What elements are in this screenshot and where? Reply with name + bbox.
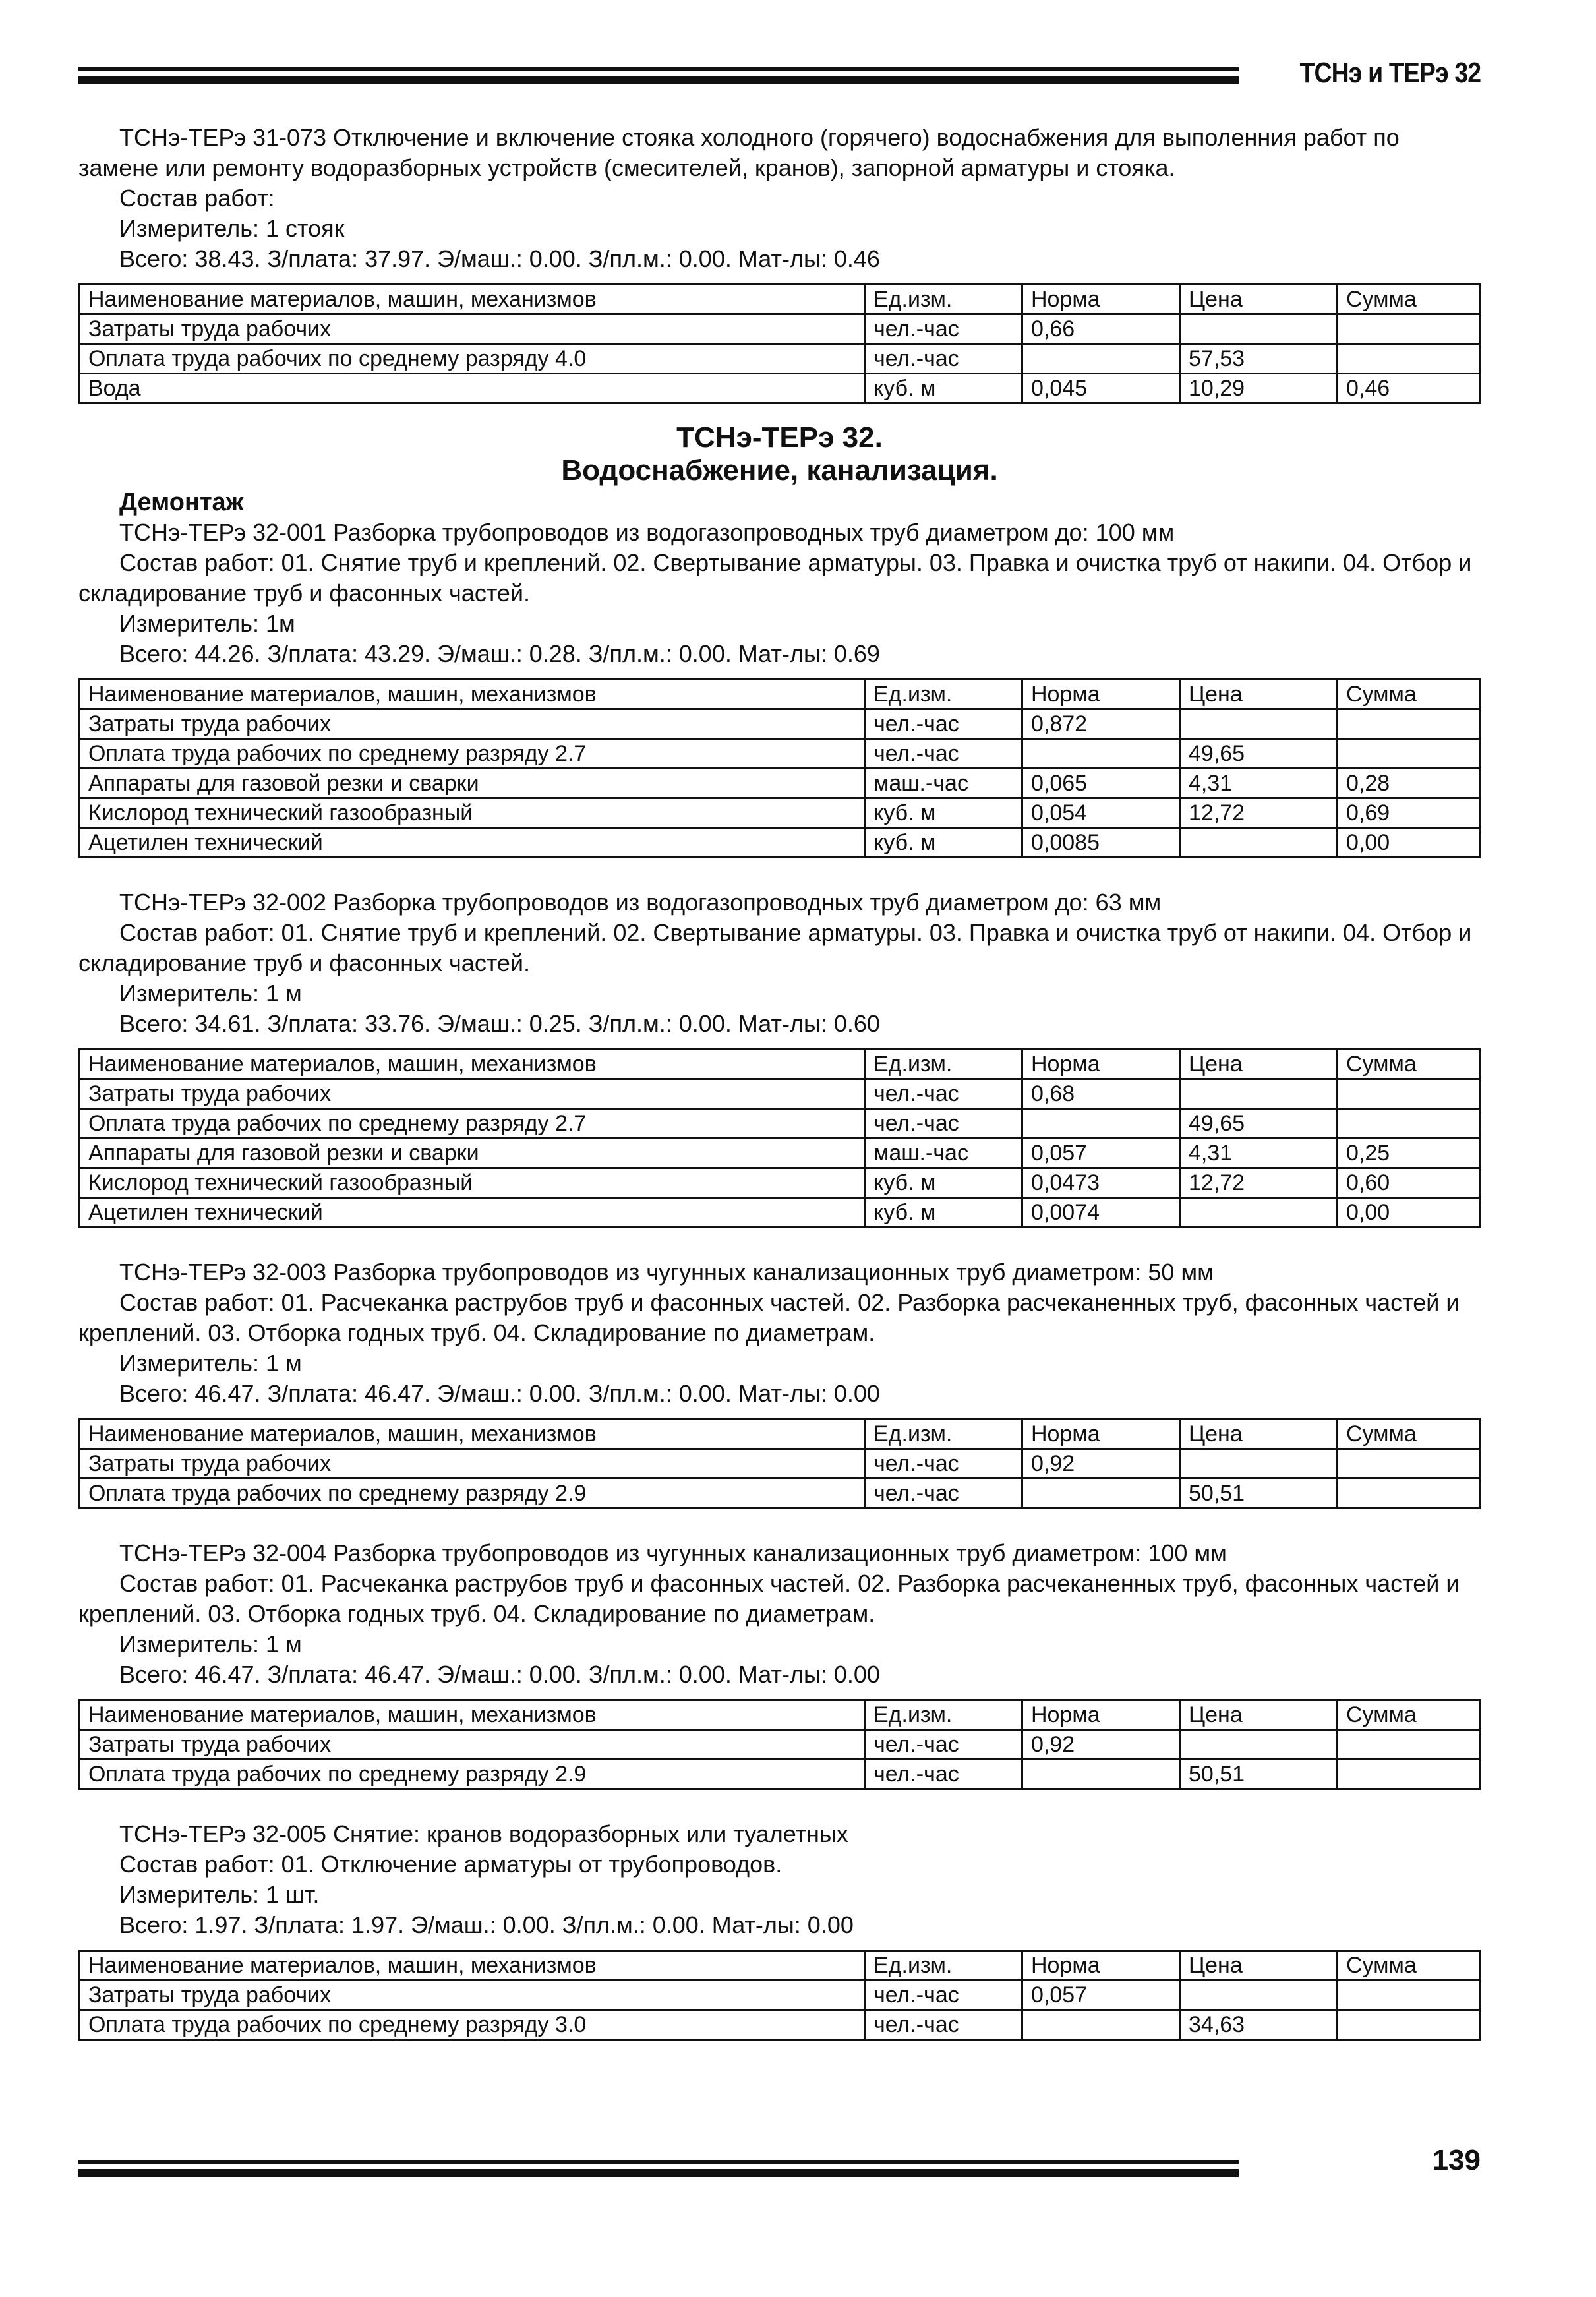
table-cell: 0,68 [1022, 1079, 1180, 1109]
column-header: Ед.изм. [865, 1700, 1022, 1730]
column-header: Ед.изм. [865, 285, 1022, 314]
table-cell: 0,46 [1338, 374, 1480, 403]
table-cell [1180, 709, 1338, 739]
entry-composition: Состав работ: 01. Расчеканка раструбов труб и фасонных частей. 02. Разборка расчеканенных труб, фасонных частей и креплений. 03. Отборка годных труб. 04. Складирование по диаметрам. [78, 1570, 1460, 1627]
column-header: Норма [1022, 1700, 1180, 1730]
table-cell: 0,92 [1022, 1449, 1180, 1479]
entry-meter: Измеритель: 1 стояк [119, 215, 345, 242]
entry-totals: Всего: 46.47. З/плата: 46.47. Э/маш.: 0.00. З/пл.м.: 0.00. Мат-лы: 0.00 [119, 1661, 880, 1688]
table-cell: куб. м [865, 374, 1022, 403]
table-cell [1338, 314, 1480, 344]
table-cell [1180, 1079, 1338, 1109]
table-cell: Оплата труда рабочих по среднему разряду 2.7 [80, 739, 865, 769]
entry-title: ТСНэ-ТЕРэ 32-002 Разборка трубопроводов из водогазопроводных труб диаметром до: 63 мм [119, 889, 1162, 916]
column-header: Наименование материалов, машин, механизмов [80, 1951, 865, 1981]
table-cell: Затраты труда рабочих [80, 1730, 865, 1760]
column-header: Цена [1180, 1050, 1338, 1079]
entry-title: ТСНэ-ТЕРэ 32-003 Разборка трубопроводов из чугунных канализационных труб диаметром: 50 мм [119, 1259, 1214, 1286]
table-row [80, 314, 1480, 344]
table-row [80, 709, 1480, 739]
table-cell: Затраты труда рабочих [80, 1449, 865, 1479]
running-footer [78, 2144, 1481, 2184]
table-cell: 0,065 [1022, 769, 1180, 798]
table-cell: 0,0473 [1022, 1168, 1180, 1198]
column-header: Ед.изм. [865, 680, 1022, 709]
entry-meter: Измеритель: 1 м [119, 980, 302, 1007]
table-cell: чел.-час [865, 709, 1022, 739]
table-cell [1180, 1981, 1338, 2010]
table-row [80, 2010, 1480, 2040]
table-cell [1338, 1760, 1480, 1789]
table-cell [1180, 1730, 1338, 1760]
entry-meter: Измеритель: 1 м [119, 1630, 302, 1657]
section-title: ТСНэ-ТЕРэ 32. Водоснабжение, канализация. [561, 421, 998, 487]
entry-title: ТСНэ-ТЕРэ 32-004 Разборка трубопроводов из чугунных канализационных труб диаметром: 100 мм [119, 1539, 1227, 1566]
norm-entry [78, 1538, 1481, 1790]
column-header: Цена [1180, 1419, 1338, 1449]
table-row [80, 828, 1480, 858]
table-cell: куб. м [865, 798, 1022, 828]
table-cell: 34,63 [1180, 2010, 1338, 2040]
footer-rule [78, 2160, 1239, 2177]
table-cell: 4,31 [1180, 1139, 1338, 1168]
column-header: Наименование материалов, машин, механизмов [80, 1050, 865, 1079]
column-header: Сумма [1338, 1419, 1480, 1449]
table-cell: чел.-час [865, 344, 1022, 374]
entry-composition: Состав работ: [119, 185, 275, 212]
table-cell: чел.-час [865, 739, 1022, 769]
entry-composition: Состав работ: 01. Снятие труб и креплений. 02. Свертывание арматуры. 03. Правка и очистка труб от накипи. 04. Отбор и складирование труб и фасонных частей. [78, 549, 1472, 607]
table-cell: 4,31 [1180, 769, 1338, 798]
table-cell: 10,29 [1180, 374, 1338, 403]
table-cell: 0,69 [1338, 798, 1480, 828]
table-row [80, 1449, 1480, 1479]
table-cell [1338, 1479, 1480, 1508]
column-header: Сумма [1338, 285, 1480, 314]
column-header: Наименование материалов, машин, механизмов [80, 1700, 865, 1730]
table-cell: чел.-час [865, 1730, 1022, 1760]
column-header: Сумма [1338, 680, 1480, 709]
table-cell [1338, 739, 1480, 769]
column-header: Сумма [1338, 1050, 1480, 1079]
table-cell [1338, 2010, 1480, 2040]
entry-totals: Всего: 34.61. З/плата: 33.76. Э/маш.: 0.25. З/пл.м.: 0.00. Мат-лы: 0.60 [119, 1010, 880, 1037]
table-cell: Затраты труда рабочих [80, 314, 865, 344]
table-cell: 0,057 [1022, 1139, 1180, 1168]
header-rule [78, 67, 1239, 84]
column-header: Цена [1180, 1700, 1338, 1730]
column-header: Цена [1180, 285, 1338, 314]
table-cell [1180, 1198, 1338, 1228]
table-row [80, 1198, 1480, 1228]
table-row [80, 374, 1480, 403]
table-cell [1338, 1109, 1480, 1139]
table-cell: 0,25 [1338, 1139, 1480, 1168]
entry-composition: Состав работ: 01. Расчеканка раструбов труб и фасонных частей. 02. Разборка расчеканенных труб, фасонных частей и креплений. 03. Отборка годных труб. 04. Складирование по диаметрам. [78, 1289, 1460, 1346]
table-cell: 0,00 [1338, 828, 1480, 858]
resources-table [78, 678, 1481, 858]
table-row [80, 1139, 1480, 1168]
table-cell: чел.-час [865, 1079, 1022, 1109]
resources-table [78, 1699, 1481, 1790]
resources-table [78, 1950, 1481, 2041]
table-row [80, 1981, 1480, 2010]
entry-title: ТСНэ-ТЕРэ 32-001 Разборка трубопроводов из водогазопроводных труб диаметром до: 100 мм [119, 519, 1175, 546]
table-cell [1180, 1449, 1338, 1479]
table-cell: 0,045 [1022, 374, 1180, 403]
page-number: 139 [1432, 2144, 1481, 2176]
entry-composition: Состав работ: 01. Снятие труб и креплений. 02. Свертывание арматуры. 03. Правка и очистка труб от накипи. 04. Отбор и складирование труб и фасонных частей. [78, 919, 1472, 976]
running-header [78, 57, 1481, 90]
column-header: Норма [1022, 1050, 1180, 1079]
table-cell: Ацетилен технический [80, 1198, 865, 1228]
table-header-row [80, 285, 1480, 314]
table-cell [1022, 1760, 1180, 1789]
entry-totals: Всего: 44.26. З/плата: 43.29. Э/маш.: 0.28. З/пл.м.: 0.00. Мат-лы: 0.69 [119, 640, 880, 667]
column-header: Наименование материалов, машин, механизмов [80, 680, 865, 709]
norm-entry [78, 518, 1481, 858]
table-cell [1022, 344, 1180, 374]
table-cell: Оплата труда рабочих по среднему разряду 2.7 [80, 1109, 865, 1139]
table-header-row [80, 680, 1480, 709]
column-header: Цена [1180, 1951, 1338, 1981]
entry-composition: Состав работ: 01. Отключение арматуры от трубопроводов. [119, 1851, 783, 1878]
table-cell [1180, 828, 1338, 858]
table-row [80, 344, 1480, 374]
table-cell: куб. м [865, 1168, 1022, 1198]
table-cell [1338, 1730, 1480, 1760]
table-cell [1338, 344, 1480, 374]
norm-entry [78, 887, 1481, 1228]
norm-entry [78, 1257, 1481, 1509]
table-cell: 0,00 [1338, 1198, 1480, 1228]
table-cell: 50,51 [1180, 1479, 1338, 1508]
table-cell: 0,28 [1338, 769, 1480, 798]
table-cell: Затраты труда рабочих [80, 1981, 865, 2010]
table-cell: чел.-час [865, 1449, 1022, 1479]
table-cell: 0,057 [1022, 1981, 1180, 2010]
table-row [80, 1079, 1480, 1109]
table-cell: Ацетилен технический [80, 828, 865, 858]
table-cell: куб. м [865, 1198, 1022, 1228]
table-row [80, 798, 1480, 828]
table-cell: маш.-час [865, 769, 1022, 798]
table-cell: Затраты труда рабочих [80, 1079, 865, 1109]
table-cell [1338, 1981, 1480, 2010]
column-header: Сумма [1338, 1700, 1480, 1730]
table-cell: 50,51 [1180, 1760, 1338, 1789]
table-cell [1338, 709, 1480, 739]
table-cell: чел.-час [865, 314, 1022, 344]
column-header: Наименование материалов, машин, механизмов [80, 285, 865, 314]
norm-entry [78, 123, 1481, 404]
column-header: Ед.изм. [865, 1951, 1022, 1981]
column-header: Ед.изм. [865, 1050, 1022, 1079]
entry-totals: Всего: 38.43. З/плата: 37.97. Э/маш.: 0.00. З/пл.м.: 0.00. Мат-лы: 0.46 [119, 245, 880, 272]
table-cell: куб. м [865, 828, 1022, 858]
table-cell [1022, 1109, 1180, 1139]
entry-totals: Всего: 46.47. З/плата: 46.47. Э/маш.: 0.00. З/пл.м.: 0.00. Мат-лы: 0.00 [119, 1380, 880, 1407]
table-cell [1338, 1449, 1480, 1479]
table-row [80, 1479, 1480, 1508]
table-cell: Аппараты для газовой резки и сварки [80, 769, 865, 798]
resources-table [78, 1418, 1481, 1509]
resources-table [78, 283, 1481, 404]
table-cell [1180, 314, 1338, 344]
table-row [80, 1168, 1480, 1198]
column-header: Цена [1180, 680, 1338, 709]
table-cell: чел.-час [865, 1981, 1022, 2010]
table-cell: 49,65 [1180, 739, 1338, 769]
table-cell: Кислород технический газообразный [80, 1168, 865, 1198]
column-header: Норма [1022, 285, 1180, 314]
table-cell: Кислород технический газообразный [80, 798, 865, 828]
table-cell: 0,0074 [1022, 1198, 1180, 1228]
page-content [78, 123, 1481, 2041]
table-cell [1022, 2010, 1180, 2040]
table-row [80, 1760, 1480, 1789]
table-cell [1022, 739, 1180, 769]
entry-title: ТСНэ-ТЕРэ 31-073 Отключение и включение стояка холодного (горячего) водоснабжения для выполенния работ по замене или ремонту водоразборных устройств (смесителей, кранов), запорной арматуры и стояка. [78, 124, 1400, 181]
table-cell: Оплата труда рабочих по среднему разряду 3.0 [80, 2010, 865, 2040]
resources-table [78, 1048, 1481, 1228]
entry-totals: Всего: 1.97. З/плата: 1.97. Э/маш.: 0.00. З/пл.м.: 0.00. Мат-лы: 0.00 [119, 1911, 854, 1938]
table-header-row [80, 1951, 1480, 1981]
section-subtitle: Демонтаж [119, 489, 244, 516]
column-header: Наименование материалов, машин, механизмов [80, 1419, 865, 1449]
table-cell: чел.-час [865, 1109, 1022, 1139]
table-header-row [80, 1700, 1480, 1730]
table-cell: 0,054 [1022, 798, 1180, 828]
table-row [80, 1730, 1480, 1760]
table-cell: чел.-час [865, 1760, 1022, 1789]
table-cell [1338, 1079, 1480, 1109]
table-row [80, 1109, 1480, 1139]
column-header: Сумма [1338, 1951, 1480, 1981]
table-cell: чел.-час [865, 2010, 1022, 2040]
table-row [80, 739, 1480, 769]
table-cell: 0,60 [1338, 1168, 1480, 1198]
table-row [80, 769, 1480, 798]
table-cell: Аппараты для газовой резки и сварки [80, 1139, 865, 1168]
table-cell: 49,65 [1180, 1109, 1338, 1139]
table-header-row [80, 1419, 1480, 1449]
table-cell: 12,72 [1180, 798, 1338, 828]
table-cell: 57,53 [1180, 344, 1338, 374]
table-cell: 0,872 [1022, 709, 1180, 739]
column-header: Норма [1022, 680, 1180, 709]
table-cell: 0,66 [1022, 314, 1180, 344]
table-cell: 0,0085 [1022, 828, 1180, 858]
table-cell: Оплата труда рабочих по среднему разряду 4.0 [80, 344, 865, 374]
entry-meter: Измеритель: 1м [119, 610, 295, 637]
column-header: Норма [1022, 1951, 1180, 1981]
table-cell: 0,92 [1022, 1730, 1180, 1760]
column-header: Норма [1022, 1419, 1180, 1449]
table-cell: чел.-час [865, 1479, 1022, 1508]
table-cell: Оплата труда рабочих по среднему разряду 2.9 [80, 1760, 865, 1789]
entry-meter: Измеритель: 1 шт. [119, 1881, 320, 1908]
entry-meter: Измеритель: 1 м [119, 1350, 302, 1377]
norm-entry [78, 1819, 1481, 2041]
table-cell: Затраты труда рабочих [80, 709, 865, 739]
table-cell: Вода [80, 374, 865, 403]
table-cell: Оплата труда рабочих по среднему разряду 2.9 [80, 1479, 865, 1508]
table-cell [1022, 1479, 1180, 1508]
table-cell: 12,72 [1180, 1168, 1338, 1198]
column-header: Ед.изм. [865, 1419, 1022, 1449]
table-header-row [80, 1050, 1480, 1079]
running-title: ТСНэ и ТЕРэ 32 [1299, 57, 1481, 89]
entry-title: ТСНэ-ТЕРэ 32-005 Снятие: кранов водоразборных или туалетных [119, 1820, 848, 1847]
table-cell: маш.-час [865, 1139, 1022, 1168]
